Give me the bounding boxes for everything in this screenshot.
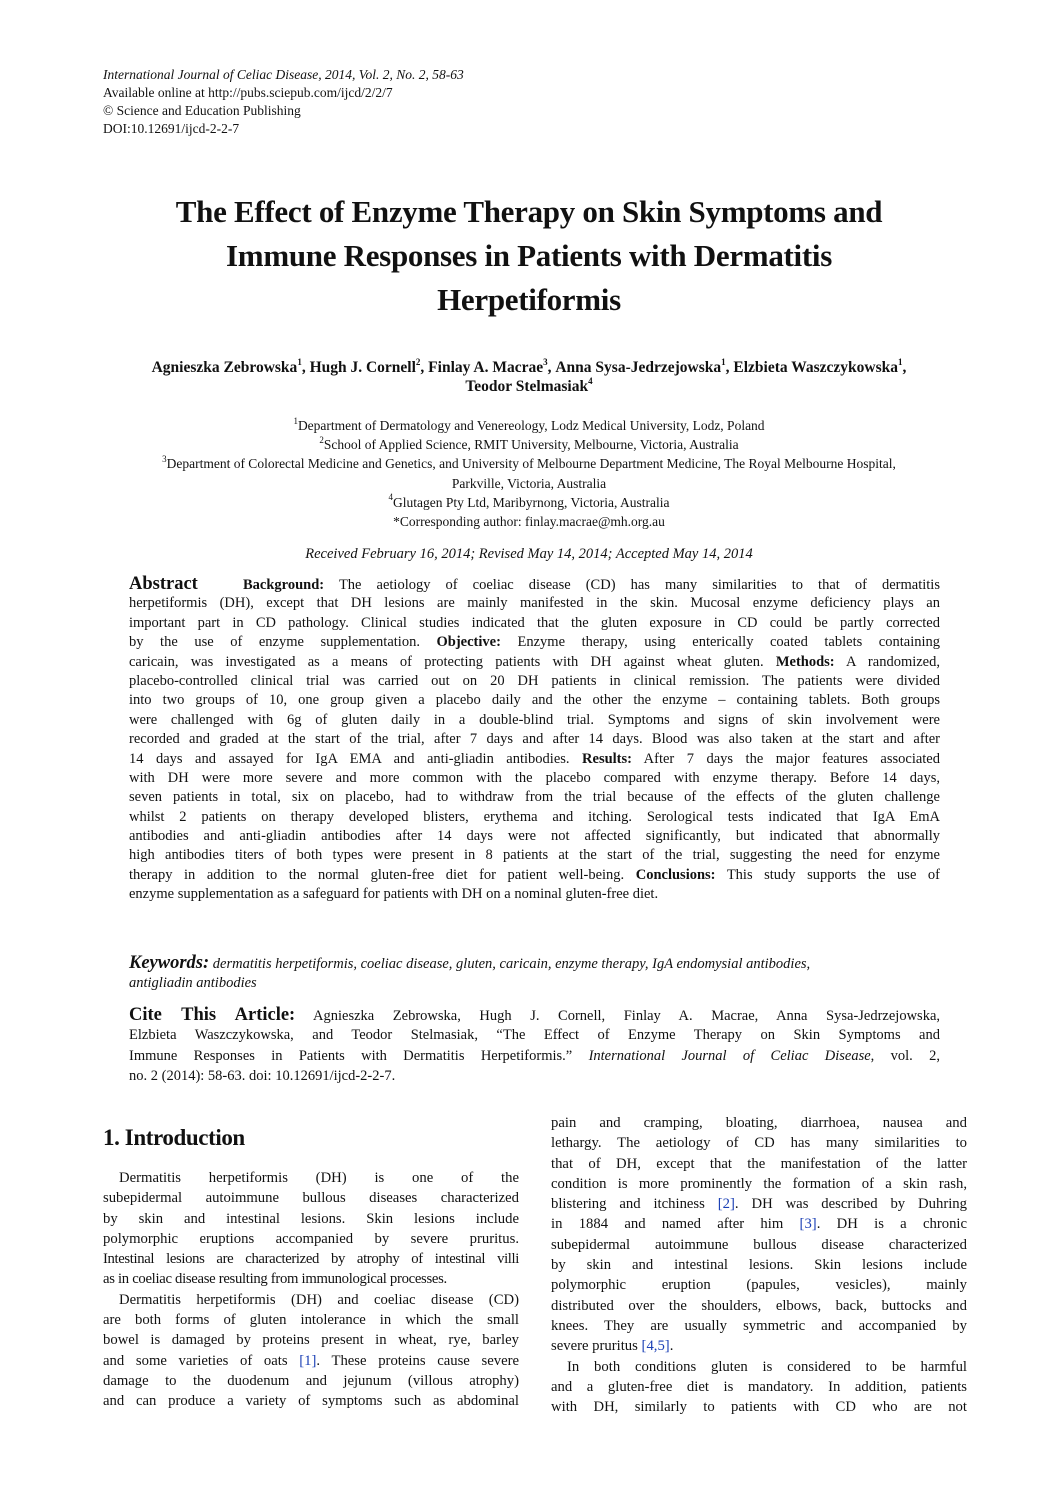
doi-line: DOI:10.12691/ijcd-2-2-7	[103, 121, 240, 136]
body-text: in 1884 and named after him	[551, 1216, 784, 1233]
abstract-line	[129, 866, 940, 885]
body-text: . These proteins cause severe	[316, 1352, 520, 1369]
author-list	[90, 358, 968, 396]
abstract-line: enzyme supplementation as a safeguard for patients with DH on a nominal gluten-free diet.	[129, 886, 659, 903]
right-column	[551, 1113, 967, 1417]
title-line: Immune Responses in Patients with Dermatitis	[226, 238, 832, 273]
submission-dates: Received February 16, 2014; Revised May 14, 2014; Accepted May 14, 2014	[305, 546, 753, 562]
abstract-label-objective: Objective:	[436, 634, 501, 651]
corresponding-author[interactable]: *Corresponding author: finlay.macrae@mh.org.au	[393, 514, 665, 530]
keywords-line: antigliadin antibodies	[129, 975, 257, 991]
affiliation-number: 4	[388, 492, 394, 503]
affiliation-text: Department of Dermatology and Venereology, Lodz Medical University, Lodz, Poland	[297, 418, 765, 433]
affiliation-continued: Parkville, Victoria, Australia	[451, 475, 607, 491]
affiliation	[90, 435, 968, 454]
body-line: pain and cramping, bloating, diarrhoea, nausea and	[551, 1115, 967, 1131]
reference-link[interactable]: [1]	[299, 1352, 317, 1369]
body-line	[551, 1194, 967, 1214]
abstract-line: seven patients in total, six on placebo, had to withdraw from the trial because of the effects of the gluten challenge	[129, 789, 940, 806]
abstract-line: placebo-controlled clinical trial was carried out on 20 DH patients in clinical remission. The patients were divided	[129, 672, 940, 689]
body-line: are both forms of gluten intolerance in which the small	[103, 1312, 519, 1329]
affiliation-text: Department of Colorectal Medicine and Genetics, and University of Melbourne Department Medicine, The Royal Melbourne Hospital,	[166, 456, 896, 472]
abstract-heading: Abstract	[129, 574, 198, 594]
abstract-line	[129, 575, 940, 594]
body-line: lethargy. The aetiology of CD has many similarities to	[551, 1135, 967, 1152]
author-affiliation-mark: 3	[543, 356, 548, 367]
author-name: Finlay A. Macrae	[428, 359, 544, 376]
author-affiliation-mark: 2	[415, 356, 421, 367]
body-line: and can produce a variety of symptoms such as abdominal	[103, 1393, 519, 1410]
keywords-line	[129, 953, 940, 973]
body-text: .	[669, 1338, 674, 1355]
author-name: Agnieszka Zebrowska	[151, 359, 298, 376]
abstract-text: After 7 days the major features associated	[643, 750, 940, 767]
abstract-label-background: Background:	[243, 577, 325, 593]
author-name: Hugh J. Cornell	[309, 359, 416, 376]
title-line: The Effect of Enzyme Therapy on Skin Symptoms and	[175, 194, 883, 229]
body-line: condition is more prominently the formation of a skin rash,	[551, 1175, 967, 1192]
body-line: Dermatitis herpetiformis (DH) is one of the	[119, 1170, 519, 1186]
affiliations	[90, 416, 968, 531]
cite-line: no. 2 (2014): 58-63. doi: 10.12691/ijcd-2-2-7.	[129, 1067, 396, 1084]
affiliation	[90, 454, 968, 473]
body-line: knees. They are usually symmetric and accompanied by	[551, 1317, 967, 1334]
author-affiliation-mark: 1	[721, 356, 726, 367]
body-line: Dermatitis herpetiformis (DH) and coeliac disease (CD)	[119, 1291, 519, 1308]
author-name: Anna Sysa-Jedrzejowska	[555, 359, 722, 376]
affiliation-text: Glutagen Pty Ltd, Maribyrnong, Victoria, Australia	[393, 494, 670, 510]
abstract-label-methods: Methods:	[775, 653, 835, 670]
abstract	[129, 575, 940, 905]
body-line	[103, 1351, 519, 1371]
reference-link[interactable]: [2]	[717, 1196, 735, 1213]
journal-header	[103, 66, 703, 138]
cite-text: Immune Responses in Patients with Dermatitis Herpetiformis.”	[129, 1047, 573, 1064]
cite-line: Elzbieta Waszczykowska, and Teodor Stelmasiak, “The Effect of Enzyme Therapy on Skin Symptoms and	[129, 1027, 940, 1044]
affiliation-number: 3	[162, 453, 167, 464]
keywords	[129, 953, 940, 993]
section-heading: 1. Introduction	[103, 1125, 245, 1150]
abstract-text: Enzyme therapy, using enterically coated tablets containing	[517, 634, 941, 651]
publisher-line: © Science and Education Publishing	[103, 103, 301, 118]
cite-text: Agnieszka Zebrowska, Hugh J. Cornell, Finlay A. Macrae, Anna Sysa-Jedrzejowska,	[313, 1008, 941, 1024]
author-line: Agnieszka Zebrowska$^1$, Hugh J. Cornell$^2$, Finlay A. Macrae$^3$, Anna Sysa-Jedrzejowska$^1$, Elzbieta Waszczykowska$^1$,	[151, 356, 907, 376]
body-line: and a gluten-free diet is mandatory. In addition, patients	[551, 1378, 967, 1395]
author-affiliation-mark: 1	[297, 356, 302, 367]
cite-this-article	[129, 1005, 940, 1086]
abstract-text: therapy in addition to the normal gluten-free diet for patient well-being.	[129, 866, 625, 883]
abstract-line: recorded and graded at the start of the trial, after 7 days and after 14 days. Blood was also taken at the start and after	[129, 731, 940, 748]
abstract-text: The aetiology of coeliac disease (CD) has many similarities to that of dermatitis	[338, 577, 940, 593]
journal-citation: International Journal of Celiac Disease, 2014, Vol. 2, No. 2, 58-63	[103, 67, 464, 82]
cite-journal-name: International Journal of Celiac Disease	[588, 1047, 871, 1064]
abstract-line: with DH were more severe and more common with the placebo compared with enzyme therapy. Before 14 days,	[129, 769, 940, 786]
abstract-text: by the use of enzyme supplementation.	[129, 634, 420, 651]
body-line: Intestinal lesions are characterized by atrophy of intestinal villi	[103, 1251, 519, 1268]
body-text: and some varieties of oats	[103, 1352, 288, 1369]
affiliation-text: School of Applied Science, RMIT University, Melbourne, Victoria, Australia	[323, 437, 739, 453]
body-line	[551, 1336, 967, 1356]
affiliation	[90, 416, 968, 435]
cite-text: , vol. 2,	[870, 1047, 941, 1064]
body-line	[551, 1214, 967, 1234]
abstract-line: into two groups of 10, one group given a placebo daily and the other the enzyme – containing tablets. Both groups	[129, 692, 940, 709]
author-affiliation-mark: 4	[588, 375, 593, 386]
left-column	[103, 1168, 519, 1412]
body-text: severe pruritus	[551, 1338, 638, 1355]
body-line: with DH, similarly to patients with CD who are not	[551, 1399, 967, 1416]
abstract-text: caricain, was investigated as a means of protecting patients with DH against wheat gluten.	[129, 653, 764, 670]
body-line: subepidermal autoimmune bullous diseases characterized	[103, 1190, 519, 1207]
affiliation-number: 1	[293, 415, 298, 426]
reference-link[interactable]: [3]	[799, 1216, 817, 1233]
abstract-line: were challenged with 6g of gluten daily in a double-blind trial. Symptoms and signs of skin involvement were	[129, 711, 940, 728]
body-line: polymorphic eruption (papules, vesicles), mainly	[551, 1277, 967, 1294]
abstract-line: important part in CD pathology. Clinical studies indicated that the gluten exposure in CD could be partly corrected	[129, 614, 940, 631]
body-line: subepidermal autoimmune bullous disease characterized	[551, 1236, 967, 1253]
body-line: as in coeliac disease resulting from immunological processes.	[103, 1271, 447, 1288]
cite-line	[129, 1005, 940, 1025]
abstract-line: herpetiformis (DH), except that DH lesions are mainly manifested in the skin. Mucosal enzyme deficiency plays an	[129, 595, 940, 612]
abstract-text: This study supports the use of	[726, 866, 941, 883]
abstract-label-conclusions: Conclusions:	[635, 866, 716, 883]
abstract-line: whilst 2 patients on therapy developed blisters, erythema and itching. Serological tests indicated that IgA EmA	[129, 808, 940, 825]
body-text: blistering and itchiness	[551, 1196, 705, 1213]
reference-link[interactable]: [4,5]	[641, 1338, 670, 1355]
body-text: . DH is a chronic	[816, 1216, 968, 1233]
abstract-line	[129, 653, 940, 672]
body-line: by skin and intestinal lesions. Skin lesions include	[103, 1210, 519, 1227]
abstract-label-results: Results:	[582, 750, 632, 767]
cite-heading: Cite This Article:	[129, 1005, 296, 1025]
body-text: . DH was described by Duhring	[734, 1196, 967, 1213]
author-affiliation-mark: 1	[898, 356, 903, 367]
affiliation	[90, 493, 968, 512]
body-line: by skin and intestinal lesions. Skin lesions include	[551, 1257, 967, 1274]
abstract-line: antibodies and anti-gliadin antibodies after 14 days were not affected significantly, but indicated that abnormally	[129, 828, 940, 845]
available-online-url[interactable]: Available online at http://pubs.sciepub.com/ijcd/2/2/7	[103, 85, 393, 100]
author-name: Teodor Stelmasiak	[465, 378, 589, 395]
abstract-line	[129, 750, 940, 769]
abstract-text: 14 days and assayed for IgA EMA and anti-gliadin antibodies.	[129, 750, 570, 767]
article-title	[90, 190, 968, 322]
affiliation-number: 2	[319, 434, 324, 445]
abstract-line	[129, 633, 940, 652]
body-line: polymorphic eruptions accompanied by severe pruritus.	[103, 1230, 519, 1247]
title-line: Herpetiformis	[437, 282, 621, 317]
keywords-text: dermatitis herpetiformis, coeliac disease, gluten, caricain, enzyme therapy, IgA endomysial antibodies,	[212, 956, 811, 972]
abstract-text: A randomized,	[846, 653, 940, 670]
cite-line	[129, 1046, 940, 1066]
abstract-line: high antibodies titers of both types were present in 8 patients at the start of the trial, suggesting the need for enzyme	[129, 847, 940, 864]
author-line	[90, 377, 968, 396]
author-name: Elzbieta Waszczykowska	[733, 359, 899, 376]
body-line: distributed over the shoulders, elbows, back, buttocks and	[551, 1297, 967, 1314]
body-line: that of DH, except that the manifestation of the latter	[551, 1155, 967, 1172]
keywords-heading: Keywords:	[129, 953, 210, 973]
body-line: In both conditions gluten is considered to be harmful	[567, 1358, 967, 1375]
body-line: bowel is damaged by proteins present in wheat, rye, barley	[103, 1332, 519, 1349]
body-line: damage to the duodenum and jejunum (villous atrophy)	[103, 1372, 519, 1389]
